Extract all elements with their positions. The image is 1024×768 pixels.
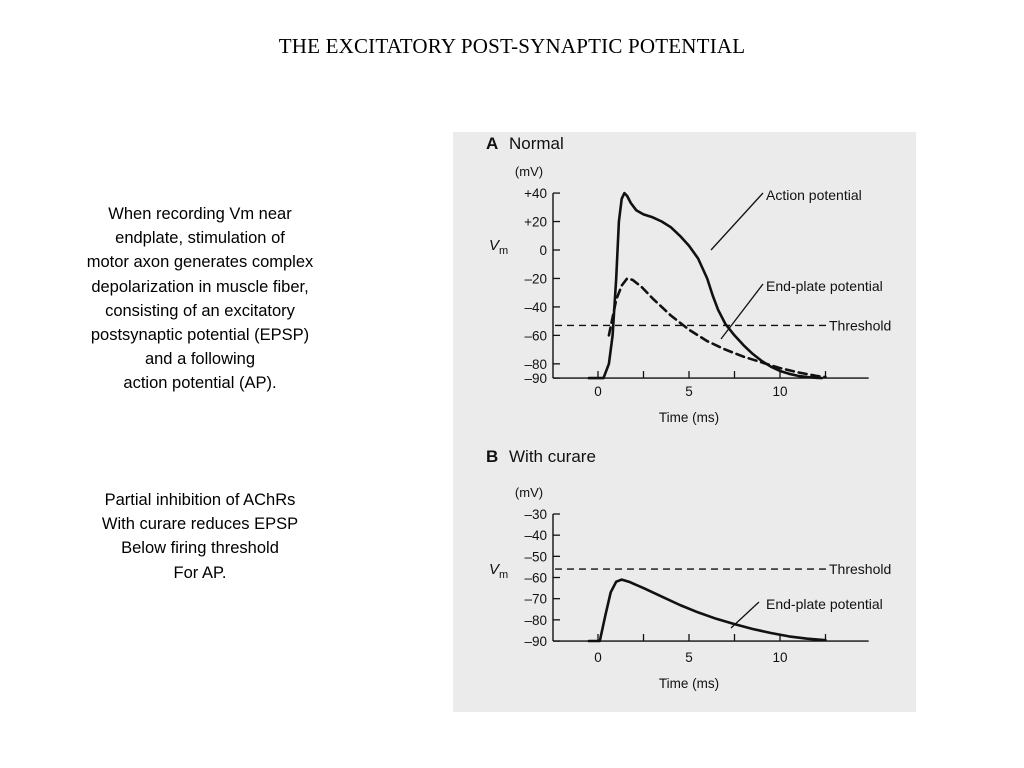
- y-tick-label: –50: [524, 549, 547, 565]
- y-tick-label: 0: [539, 243, 547, 258]
- caption-line: and a following: [144, 350, 256, 369]
- caption-line: consisting of an excitatory: [105, 301, 295, 320]
- caption-line: motor axon generates complex: [86, 253, 314, 272]
- caption-line: depolarization in muscle fiber,: [91, 277, 309, 296]
- annotation-label: End-plate potential: [766, 278, 883, 294]
- caption-line: Partial inhibition of AChRs: [104, 491, 296, 509]
- y-axis-label-sub: m: [499, 245, 509, 257]
- caption-line: Below firing threshold: [121, 539, 279, 558]
- annotation-leader: [731, 602, 759, 628]
- panel-letter: B: [486, 447, 499, 466]
- x-tick-label: 10: [772, 650, 788, 665]
- y-tick-label: –80: [524, 612, 547, 628]
- y-tick-label: –90: [524, 634, 547, 650]
- y-tick-label: –40: [524, 299, 547, 315]
- y-axis-label-sub: m: [499, 569, 509, 581]
- y-tick-label: –20: [524, 271, 547, 287]
- figure-svg: [453, 132, 916, 712]
- caption-ap-description: [50, 202, 350, 396]
- caption-line: endplate, stimulation of: [115, 229, 285, 248]
- caption-line: When recording Vm near: [108, 205, 292, 223]
- panel-letter: A: [486, 134, 499, 153]
- caption-line: action potential (AP).: [123, 374, 277, 393]
- x-axis-label: Time (ms): [658, 410, 720, 425]
- annotation-leader: [711, 193, 763, 250]
- y-unit-label: (mV): [514, 485, 544, 500]
- slide-title: THE EXCITATORY POST-SYNAPTIC POTENTIAL: [278, 34, 746, 58]
- y-tick-label: –70: [524, 591, 547, 607]
- y-tick-label: –40: [524, 528, 547, 544]
- panel-title: With curare: [509, 447, 596, 466]
- y-tick-label: –60: [524, 570, 547, 586]
- y-tick-label: –30: [524, 507, 547, 522]
- y-tick-label: +20: [524, 214, 547, 230]
- x-tick-label: 5: [685, 650, 693, 665]
- y-tick-label: –80: [524, 356, 547, 372]
- y-tick-label: –90: [524, 371, 547, 387]
- y-tick-label: –60: [524, 328, 547, 344]
- caption-line: For AP.: [173, 563, 227, 582]
- threshold-label: Threshold: [829, 561, 892, 578]
- x-tick-label: 0: [594, 650, 602, 665]
- annotation-label: End-plate potential: [766, 596, 883, 612]
- y-axis-label: $V_m$: [489, 561, 509, 581]
- chart-panel-b: [486, 447, 891, 691]
- threshold-label: Threshold: [829, 317, 892, 334]
- chart-panel-a: [486, 134, 891, 425]
- y-tick-label: +40: [524, 186, 547, 202]
- caption-line: With curare reduces EPSP: [101, 515, 299, 534]
- caption-curare-description: [50, 488, 350, 585]
- x-tick-label: 0: [594, 384, 602, 399]
- x-tick-label: 5: [685, 384, 693, 399]
- y-unit-label: (mV): [514, 164, 544, 179]
- x-tick-label: 10: [772, 384, 788, 399]
- figure-panel: [453, 132, 916, 712]
- x-axis-label: Time (ms): [658, 676, 720, 691]
- panel-title: Normal: [509, 134, 564, 153]
- caption-line: postsynaptic potential (EPSP): [90, 326, 310, 345]
- annotation-label: Action potential: [766, 187, 862, 203]
- annotation-leader: [721, 284, 763, 339]
- y-axis-label: $V_m$: [489, 237, 509, 257]
